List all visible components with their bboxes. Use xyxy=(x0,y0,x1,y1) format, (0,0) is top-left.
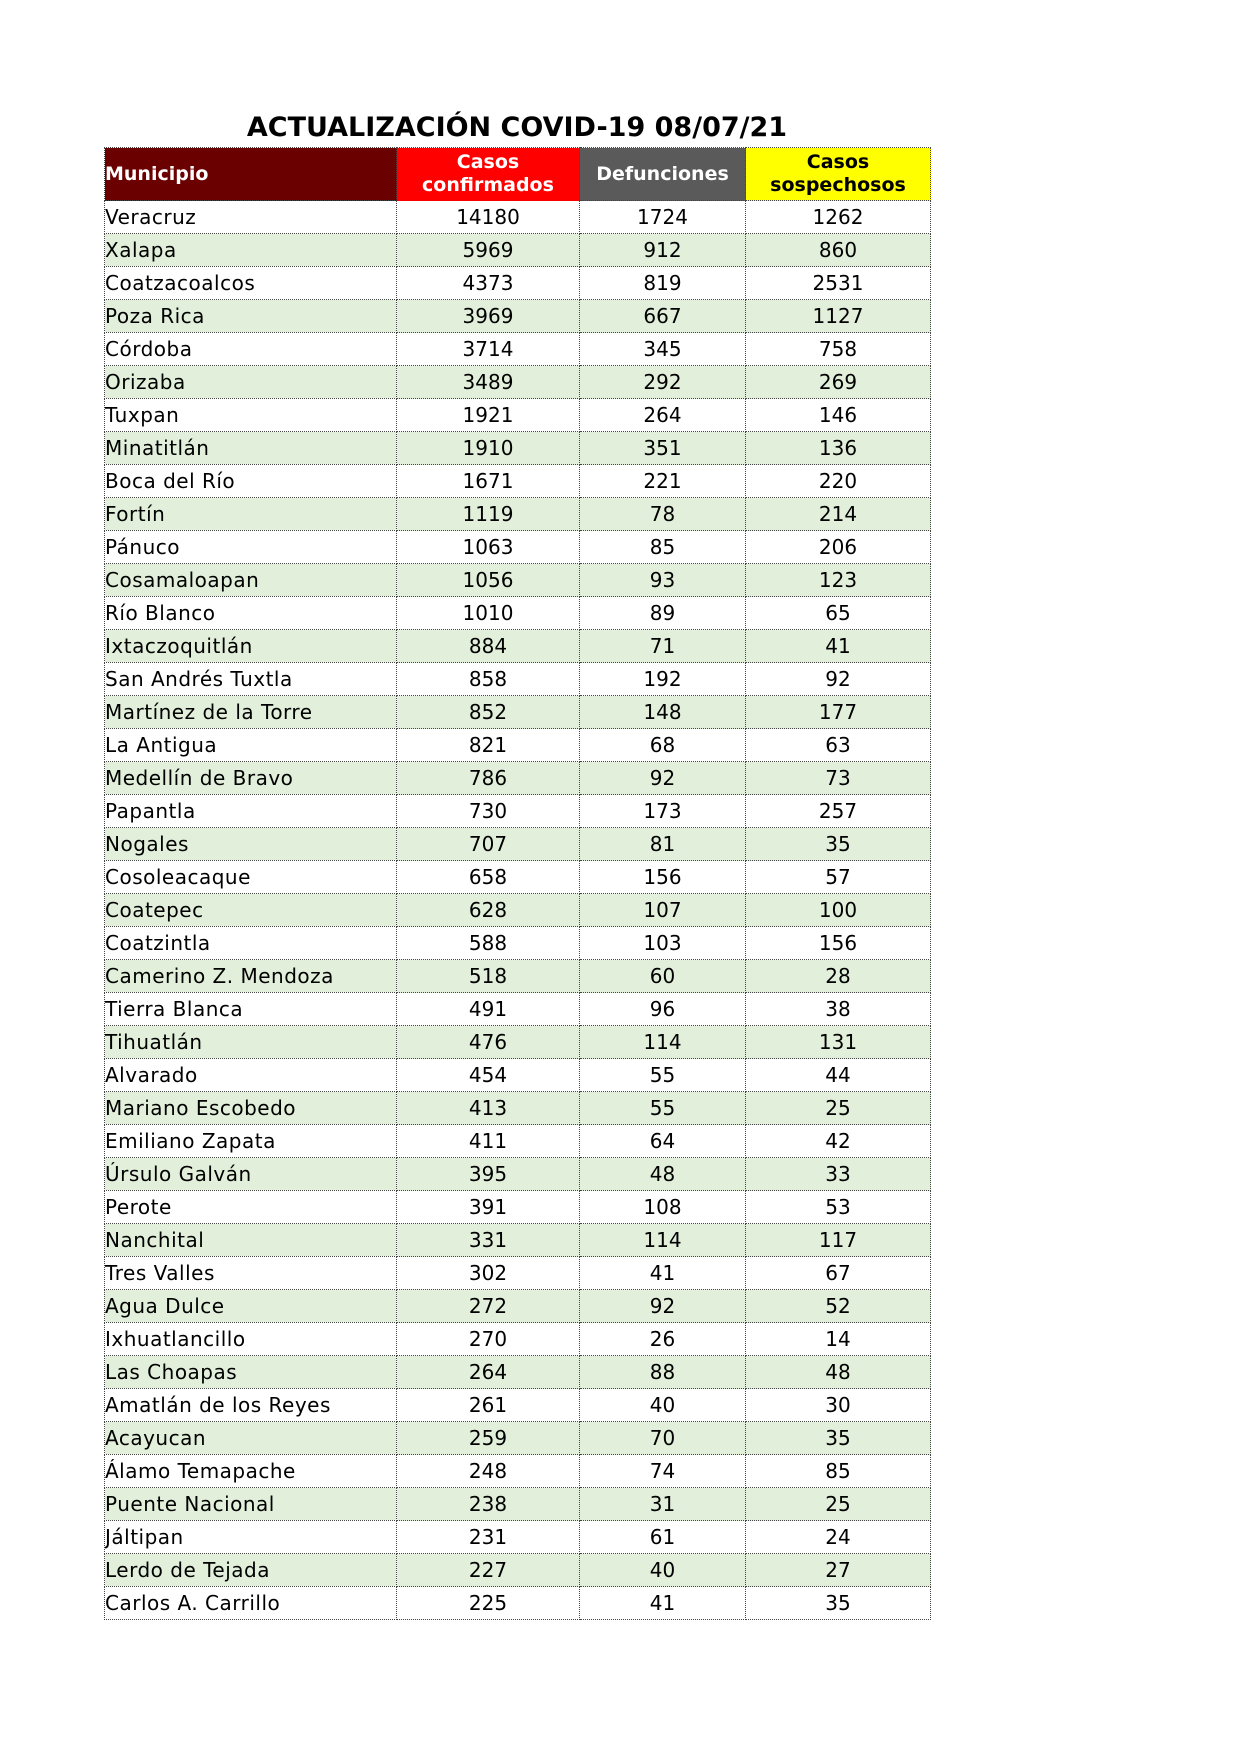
cell-municipio: Tuxpan xyxy=(105,399,397,432)
cell-casos-sospechosos: 28 xyxy=(746,960,931,993)
cell-casos-confirmados: 231 xyxy=(397,1521,580,1554)
cell-casos-sospechosos: 41 xyxy=(746,630,931,663)
cell-casos-confirmados: 821 xyxy=(397,729,580,762)
cell-municipio: Xalapa xyxy=(105,234,397,267)
cell-municipio: Martínez de la Torre xyxy=(105,696,397,729)
header-municipio: Municipio xyxy=(105,148,397,201)
cell-casos-sospechosos: 27 xyxy=(746,1554,931,1587)
cell-casos-sospechosos: 1262 xyxy=(746,201,931,234)
cell-casos-sospechosos: 860 xyxy=(746,234,931,267)
table-row xyxy=(105,960,931,993)
cell-casos-sospechosos: 156 xyxy=(746,927,931,960)
header-sospechosos-line1: Casos xyxy=(806,151,870,173)
table-row xyxy=(105,1356,931,1389)
cell-casos-confirmados: 3714 xyxy=(397,333,580,366)
cell-municipio: Amatlán de los Reyes xyxy=(105,1389,397,1422)
cell-defunciones: 108 xyxy=(580,1191,746,1224)
cell-casos-confirmados: 14180 xyxy=(397,201,580,234)
cell-casos-confirmados: 259 xyxy=(397,1422,580,1455)
cell-casos-sospechosos: 25 xyxy=(746,1092,931,1125)
cell-casos-confirmados: 518 xyxy=(397,960,580,993)
table-row xyxy=(105,696,931,729)
table-row xyxy=(105,1125,931,1158)
page-title: ACTUALIZACIÓN COVID-19 08/07/21 xyxy=(246,112,788,143)
cell-municipio: Camerino Z. Mendoza xyxy=(105,960,397,993)
cell-casos-confirmados: 852 xyxy=(397,696,580,729)
cell-municipio: La Antigua xyxy=(105,729,397,762)
cell-casos-sospechosos: 214 xyxy=(746,498,931,531)
table-row xyxy=(105,498,931,531)
table-row xyxy=(105,531,931,564)
cell-defunciones: 81 xyxy=(580,828,746,861)
cell-casos-confirmados: 264 xyxy=(397,1356,580,1389)
cell-defunciones: 148 xyxy=(580,696,746,729)
cell-defunciones: 55 xyxy=(580,1059,746,1092)
cell-casos-sospechosos: 73 xyxy=(746,762,931,795)
cell-defunciones: 819 xyxy=(580,267,746,300)
table-row xyxy=(105,267,931,300)
table-row xyxy=(105,234,931,267)
header-sospechosos-line2: sospechosos xyxy=(770,174,906,196)
cell-defunciones: 68 xyxy=(580,729,746,762)
cell-casos-confirmados: 3969 xyxy=(397,300,580,333)
cell-defunciones: 40 xyxy=(580,1554,746,1587)
cell-casos-confirmados: 238 xyxy=(397,1488,580,1521)
cell-casos-sospechosos: 67 xyxy=(746,1257,931,1290)
cell-municipio: Coatzacoalcos xyxy=(105,267,397,300)
cell-defunciones: 61 xyxy=(580,1521,746,1554)
cell-casos-confirmados: 331 xyxy=(397,1224,580,1257)
cell-casos-confirmados: 225 xyxy=(397,1587,580,1620)
table-row xyxy=(105,993,931,1026)
table-row xyxy=(105,663,931,696)
cell-defunciones: 41 xyxy=(580,1257,746,1290)
cell-defunciones: 55 xyxy=(580,1092,746,1125)
cell-casos-confirmados: 588 xyxy=(397,927,580,960)
cell-casos-confirmados: 5969 xyxy=(397,234,580,267)
cell-casos-sospechosos: 30 xyxy=(746,1389,931,1422)
cell-casos-sospechosos: 63 xyxy=(746,729,931,762)
cell-casos-confirmados: 476 xyxy=(397,1026,580,1059)
cell-casos-sospechosos: 146 xyxy=(746,399,931,432)
cell-municipio: Cosamaloapan xyxy=(105,564,397,597)
table-row xyxy=(105,795,931,828)
cell-casos-sospechosos: 131 xyxy=(746,1026,931,1059)
cell-defunciones: 114 xyxy=(580,1026,746,1059)
cell-casos-confirmados: 261 xyxy=(397,1389,580,1422)
header-confirmados-line2: confirmados xyxy=(422,174,554,196)
cell-defunciones: 70 xyxy=(580,1422,746,1455)
table-row xyxy=(105,729,931,762)
table-row xyxy=(105,894,931,927)
cell-casos-confirmados: 302 xyxy=(397,1257,580,1290)
table-body xyxy=(105,201,931,1620)
cell-municipio: Nanchital xyxy=(105,1224,397,1257)
cell-municipio: Acayucan xyxy=(105,1422,397,1455)
table-row xyxy=(105,762,931,795)
cell-casos-confirmados: 272 xyxy=(397,1290,580,1323)
table-row xyxy=(105,1158,931,1191)
table-row xyxy=(105,1191,931,1224)
cell-casos-sospechosos: 48 xyxy=(746,1356,931,1389)
table-row xyxy=(105,861,931,894)
cell-defunciones: 912 xyxy=(580,234,746,267)
cell-defunciones: 345 xyxy=(580,333,746,366)
table-row xyxy=(105,465,931,498)
cell-casos-confirmados: 395 xyxy=(397,1158,580,1191)
cell-casos-confirmados: 1921 xyxy=(397,399,580,432)
cell-defunciones: 48 xyxy=(580,1158,746,1191)
cell-casos-sospechosos: 33 xyxy=(746,1158,931,1191)
cell-defunciones: 93 xyxy=(580,564,746,597)
cell-municipio: Tihuatlán xyxy=(105,1026,397,1059)
cell-casos-sospechosos: 2531 xyxy=(746,267,931,300)
cell-casos-confirmados: 270 xyxy=(397,1323,580,1356)
cell-municipio: Papantla xyxy=(105,795,397,828)
cell-defunciones: 173 xyxy=(580,795,746,828)
cell-casos-sospechosos: 85 xyxy=(746,1455,931,1488)
cell-casos-sospechosos: 35 xyxy=(746,1422,931,1455)
header-casos-sospechosos xyxy=(746,148,931,201)
cell-municipio: Medellín de Bravo xyxy=(105,762,397,795)
table-row xyxy=(105,333,931,366)
cell-municipio: Emiliano Zapata xyxy=(105,1125,397,1158)
header-confirmados-line1: Casos xyxy=(456,151,520,173)
cell-casos-sospechosos: 136 xyxy=(746,432,931,465)
cell-casos-sospechosos: 1127 xyxy=(746,300,931,333)
cell-municipio: Jáltipan xyxy=(105,1521,397,1554)
cell-municipio: Carlos A. Carrillo xyxy=(105,1587,397,1620)
cell-casos-confirmados: 707 xyxy=(397,828,580,861)
cell-casos-sospechosos: 25 xyxy=(746,1488,931,1521)
cell-casos-confirmados: 786 xyxy=(397,762,580,795)
table-row xyxy=(105,564,931,597)
cell-defunciones: 221 xyxy=(580,465,746,498)
cell-defunciones: 41 xyxy=(580,1587,746,1620)
cell-casos-sospechosos: 42 xyxy=(746,1125,931,1158)
cell-municipio: Fortín xyxy=(105,498,397,531)
table-row xyxy=(105,300,931,333)
cell-municipio: Alvarado xyxy=(105,1059,397,1092)
cell-municipio: Cosoleacaque xyxy=(105,861,397,894)
cell-casos-confirmados: 4373 xyxy=(397,267,580,300)
table-row xyxy=(105,1026,931,1059)
cell-casos-confirmados: 658 xyxy=(397,861,580,894)
covid-table xyxy=(104,147,931,1620)
cell-casos-sospechosos: 100 xyxy=(746,894,931,927)
cell-defunciones: 31 xyxy=(580,1488,746,1521)
cell-defunciones: 26 xyxy=(580,1323,746,1356)
cell-defunciones: 264 xyxy=(580,399,746,432)
cell-defunciones: 92 xyxy=(580,1290,746,1323)
cell-municipio: Pánuco xyxy=(105,531,397,564)
cell-casos-confirmados: 491 xyxy=(397,993,580,1026)
cell-casos-sospechosos: 65 xyxy=(746,597,931,630)
header-row xyxy=(105,148,931,201)
cell-defunciones: 92 xyxy=(580,762,746,795)
table-row xyxy=(105,432,931,465)
header-casos-confirmados xyxy=(397,148,580,201)
cell-casos-confirmados: 884 xyxy=(397,630,580,663)
cell-municipio: Álamo Temapache xyxy=(105,1455,397,1488)
cell-defunciones: 89 xyxy=(580,597,746,630)
cell-municipio: Lerdo de Tejada xyxy=(105,1554,397,1587)
table-row xyxy=(105,828,931,861)
cell-casos-sospechosos: 57 xyxy=(746,861,931,894)
cell-defunciones: 114 xyxy=(580,1224,746,1257)
cell-municipio: Minatitlán xyxy=(105,432,397,465)
table-row xyxy=(105,201,931,234)
cell-defunciones: 60 xyxy=(580,960,746,993)
cell-casos-confirmados: 1910 xyxy=(397,432,580,465)
cell-municipio: Poza Rica xyxy=(105,300,397,333)
cell-municipio: Boca del Río xyxy=(105,465,397,498)
table-row xyxy=(105,1092,931,1125)
cell-casos-sospechosos: 123 xyxy=(746,564,931,597)
table-row xyxy=(105,1554,931,1587)
cell-defunciones: 156 xyxy=(580,861,746,894)
cell-casos-sospechosos: 14 xyxy=(746,1323,931,1356)
cell-casos-sospechosos: 38 xyxy=(746,993,931,1026)
cell-casos-sospechosos: 24 xyxy=(746,1521,931,1554)
cell-municipio: Las Choapas xyxy=(105,1356,397,1389)
cell-defunciones: 107 xyxy=(580,894,746,927)
cell-casos-confirmados: 1119 xyxy=(397,498,580,531)
cell-casos-confirmados: 628 xyxy=(397,894,580,927)
cell-casos-sospechosos: 220 xyxy=(746,465,931,498)
cell-casos-confirmados: 858 xyxy=(397,663,580,696)
table-row xyxy=(105,399,931,432)
cell-municipio: Mariano Escobedo xyxy=(105,1092,397,1125)
table-row xyxy=(105,1587,931,1620)
cell-casos-sospechosos: 269 xyxy=(746,366,931,399)
table-row xyxy=(105,1389,931,1422)
table-row xyxy=(105,630,931,663)
cell-municipio: Coatzintla xyxy=(105,927,397,960)
cell-municipio: Ixhuatlancillo xyxy=(105,1323,397,1356)
cell-defunciones: 192 xyxy=(580,663,746,696)
table-row xyxy=(105,1224,931,1257)
cell-municipio: Nogales xyxy=(105,828,397,861)
cell-defunciones: 96 xyxy=(580,993,746,1026)
cell-casos-confirmados: 1010 xyxy=(397,597,580,630)
cell-casos-confirmados: 413 xyxy=(397,1092,580,1125)
cell-casos-confirmados: 730 xyxy=(397,795,580,828)
cell-municipio: Córdoba xyxy=(105,333,397,366)
cell-municipio: Coatepec xyxy=(105,894,397,927)
cell-municipio: Ixtaczoquitlán xyxy=(105,630,397,663)
table-row xyxy=(105,1488,931,1521)
cell-defunciones: 351 xyxy=(580,432,746,465)
cell-defunciones: 71 xyxy=(580,630,746,663)
cell-casos-sospechosos: 758 xyxy=(746,333,931,366)
cell-municipio: Tierra Blanca xyxy=(105,993,397,1026)
cell-municipio: Agua Dulce xyxy=(105,1290,397,1323)
cell-casos-sospechosos: 52 xyxy=(746,1290,931,1323)
cell-municipio: Puente Nacional xyxy=(105,1488,397,1521)
cell-defunciones: 40 xyxy=(580,1389,746,1422)
cell-casos-confirmados: 391 xyxy=(397,1191,580,1224)
cell-defunciones: 1724 xyxy=(580,201,746,234)
cell-defunciones: 292 xyxy=(580,366,746,399)
cell-casos-sospechosos: 177 xyxy=(746,696,931,729)
cell-casos-confirmados: 227 xyxy=(397,1554,580,1587)
cell-casos-sospechosos: 35 xyxy=(746,828,931,861)
cell-casos-sospechosos: 35 xyxy=(746,1587,931,1620)
cell-casos-sospechosos: 257 xyxy=(746,795,931,828)
cell-casos-sospechosos: 117 xyxy=(746,1224,931,1257)
cell-casos-sospechosos: 44 xyxy=(746,1059,931,1092)
table-row xyxy=(105,597,931,630)
cell-casos-confirmados: 248 xyxy=(397,1455,580,1488)
cell-casos-sospechosos: 53 xyxy=(746,1191,931,1224)
table-row xyxy=(105,1455,931,1488)
table-row xyxy=(105,1257,931,1290)
table-row xyxy=(105,927,931,960)
cell-casos-confirmados: 1063 xyxy=(397,531,580,564)
cell-casos-confirmados: 454 xyxy=(397,1059,580,1092)
cell-defunciones: 85 xyxy=(580,531,746,564)
cell-casos-sospechosos: 92 xyxy=(746,663,931,696)
cell-municipio: Orizaba xyxy=(105,366,397,399)
table-row xyxy=(105,1059,931,1092)
cell-defunciones: 64 xyxy=(580,1125,746,1158)
cell-casos-confirmados: 1671 xyxy=(397,465,580,498)
cell-municipio: Río Blanco xyxy=(105,597,397,630)
cell-municipio: San Andrés Tuxtla xyxy=(105,663,397,696)
cell-municipio: Úrsulo Galván xyxy=(105,1158,397,1191)
cell-defunciones: 78 xyxy=(580,498,746,531)
table-row xyxy=(105,1323,931,1356)
cell-casos-confirmados: 1056 xyxy=(397,564,580,597)
cell-casos-confirmados: 411 xyxy=(397,1125,580,1158)
header-defunciones: Defunciones xyxy=(580,148,746,201)
table-row xyxy=(105,1290,931,1323)
cell-municipio: Veracruz xyxy=(105,201,397,234)
table-row xyxy=(105,366,931,399)
cell-defunciones: 667 xyxy=(580,300,746,333)
cell-municipio: Perote xyxy=(105,1191,397,1224)
cell-defunciones: 88 xyxy=(580,1356,746,1389)
table-row xyxy=(105,1521,931,1554)
cell-casos-confirmados: 3489 xyxy=(397,366,580,399)
cell-casos-sospechosos: 206 xyxy=(746,531,931,564)
table-row xyxy=(105,1422,931,1455)
cell-municipio: Tres Valles xyxy=(105,1257,397,1290)
cell-defunciones: 103 xyxy=(580,927,746,960)
cell-defunciones: 74 xyxy=(580,1455,746,1488)
